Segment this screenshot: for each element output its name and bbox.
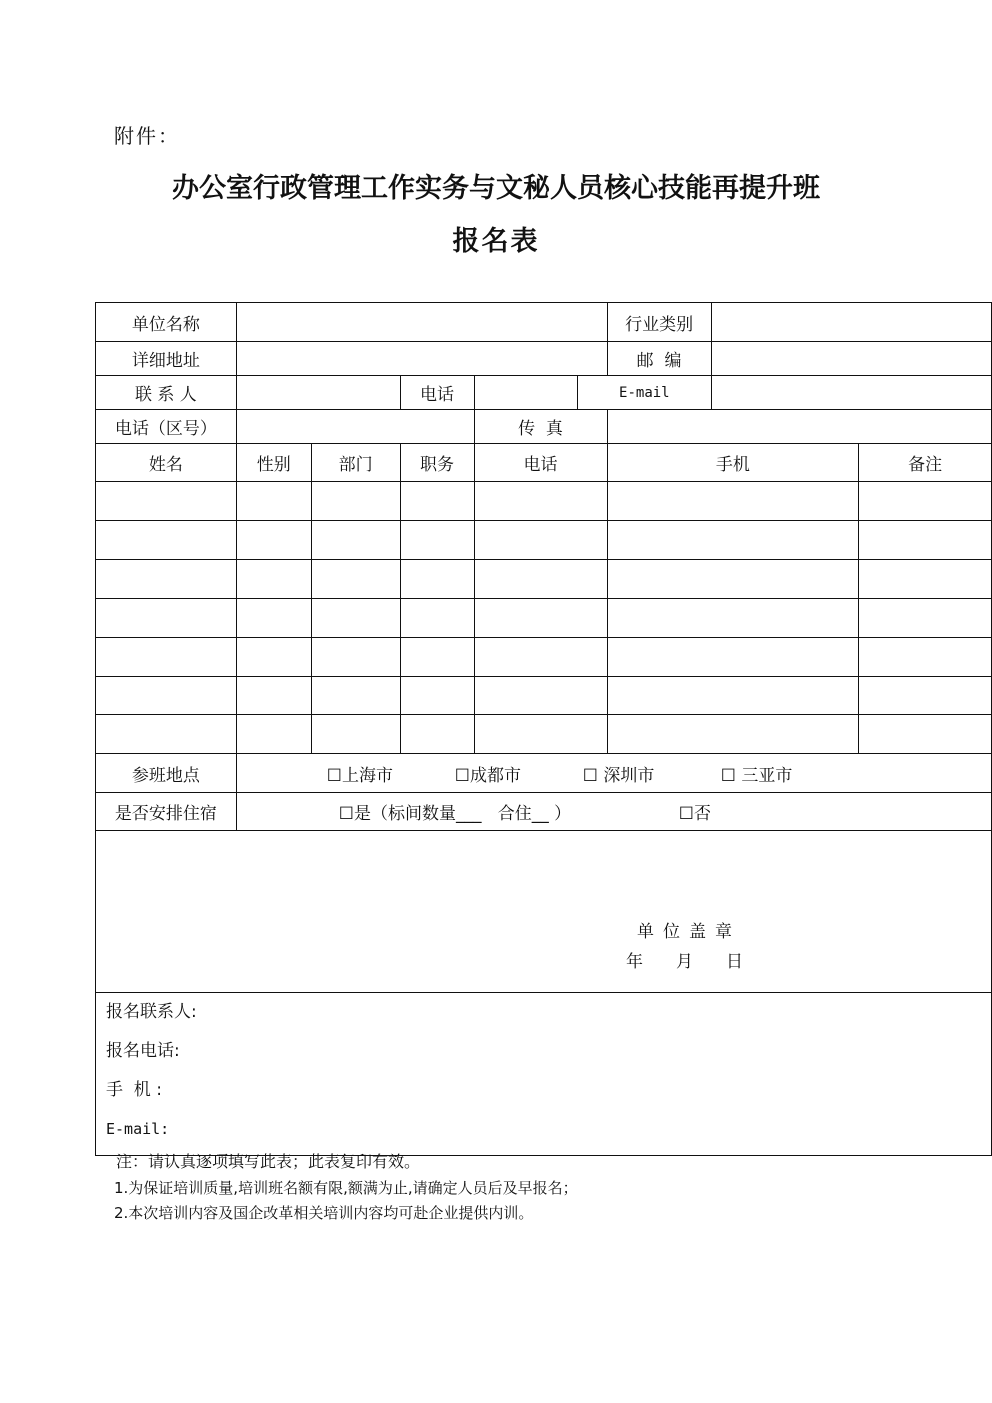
col-remarks: 备注 [859, 444, 992, 482]
phone-label: 电话 [400, 376, 474, 410]
lodging-yes-checkbox[interactable]: ☐是（标间数量___ 合住__ ） [338, 804, 572, 824]
row-unit [96, 303, 992, 342]
location-label: 参班地点 [96, 754, 237, 793]
note-instruction: 注：请认真逐项填写此表；此表复印有效。 [116, 1152, 421, 1171]
col-gender: 性别 [236, 444, 311, 482]
phone-area-label: 电话（区号） [96, 410, 237, 444]
seal-block [614, 917, 764, 977]
seal-area[interactable] [96, 831, 992, 993]
date-month: 月 [676, 952, 702, 972]
col-mobile: 手机 [607, 444, 859, 482]
participant-header-row [96, 444, 992, 482]
address-label: 详细地址 [96, 342, 237, 376]
email-field[interactable] [711, 376, 991, 410]
col-name: 姓名 [96, 444, 237, 482]
location-options [236, 754, 991, 793]
reg-phone: 报名电话: [106, 1041, 180, 1061]
registration-contact-block [96, 993, 992, 1156]
location-chengdu-checkbox[interactable]: ☐成都市 [454, 765, 521, 786]
phone-area-field[interactable] [236, 410, 474, 444]
participant-row [96, 638, 992, 677]
industry-field[interactable] [711, 303, 991, 342]
row-location [96, 754, 992, 793]
row-seal [96, 831, 992, 993]
notes [114, 1148, 578, 1226]
postcode-label: 邮 编 [607, 342, 711, 376]
unit-name-field[interactable] [236, 303, 607, 342]
row-registration-contact [96, 993, 992, 1156]
lodging-options [236, 793, 991, 831]
lodging-no-checkbox[interactable]: ☐否 [678, 804, 711, 824]
location-sanya-checkbox[interactable]: ☐ 三亚市 [720, 765, 793, 786]
address-field[interactable] [236, 342, 607, 376]
participant-row [96, 560, 992, 599]
form-subtitle: 报名表 [452, 226, 540, 257]
participant-row [96, 482, 992, 521]
reg-mobile: 手 机 : [106, 1080, 162, 1100]
lodging-label: 是否安排住宿 [96, 793, 237, 831]
date-year: 年 [626, 952, 652, 972]
seal-date [614, 947, 764, 977]
note-item-1: 1.为保证培训质量,培训班名额有限,额满为止,请确定人员后及早报名； [114, 1179, 578, 1197]
registration-table [95, 302, 992, 1156]
row-contact [96, 376, 992, 410]
email-label: E-mail [577, 376, 711, 410]
row-address [96, 342, 992, 376]
unit-name-label: 单位名称 [96, 303, 237, 342]
row-area-code [96, 410, 992, 444]
col-department: 部门 [311, 444, 400, 482]
participant-row [96, 677, 992, 715]
row-lodging [96, 793, 992, 831]
location-shanghai-checkbox[interactable]: ☐上海市 [326, 765, 393, 786]
industry-label: 行业类别 [607, 303, 711, 342]
postcode-field[interactable] [711, 342, 991, 376]
fax-field[interactable] [607, 410, 992, 444]
note-item-2: 2.本次培训内容及国企改革相关培训内容均可赴企业提供内训。 [114, 1204, 534, 1222]
participant-row [96, 715, 992, 754]
fax-label: 传 真 [474, 410, 607, 444]
participant-row [96, 599, 992, 638]
form-title: 办公室行政管理工作实务与文秘人员核心技能再提升班 [172, 173, 820, 204]
date-day: 日 [726, 952, 752, 972]
col-position: 职务 [400, 444, 474, 482]
phone-field[interactable] [474, 376, 577, 410]
reg-contact-person: 报名联系人: [106, 1002, 197, 1022]
contact-person-field[interactable] [236, 376, 400, 410]
participant-row [96, 521, 992, 560]
contact-person-label: 联 系 人 [96, 376, 237, 410]
col-phone: 电话 [474, 444, 607, 482]
attachment-label: 附件： [114, 124, 180, 148]
seal-label: 单位盖章 [637, 922, 741, 942]
reg-email: E-mail: [106, 1120, 170, 1138]
location-shenzhen-checkbox[interactable]: ☐ 深圳市 [582, 765, 655, 786]
